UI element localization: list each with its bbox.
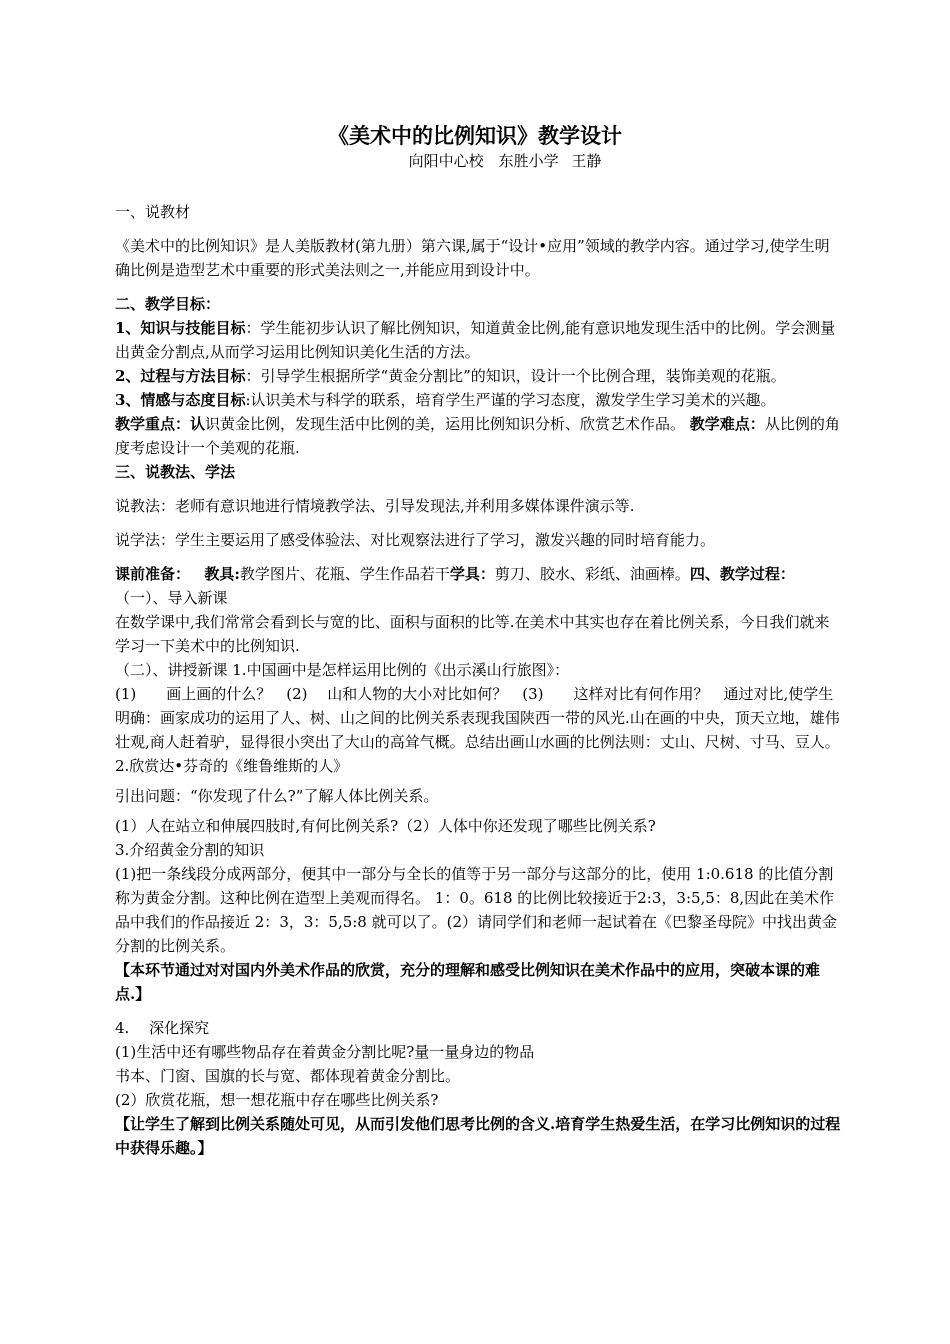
textbook-paragraph: 《美术中的比例知识》是人美版教材(第九册）第六课,属于“设计•应用”领域的教学内容。通过学习,使学生明确比例是造型艺术中重要的形式美法则之一,并能应用到设计中。 bbox=[115, 237, 830, 279]
deepen-answer-1: 书本、门窗、国旗的长与宽、都体现着黄金分割比。 bbox=[115, 1067, 461, 1085]
tools-label: 教具: bbox=[204, 565, 240, 583]
process-teach-text: (1) 画上画的什么？ (2) 山和人物的大小对比如何？ (3) 这样对比有何作用？ 通过对比,使学生明确：画家成功的运用了人、树、山之间的比例关系表现我国陕西一带的风光.山在画的中央，顶天立地，雄伟壮观,商人赶着驴，显得很小突出了大山的高耸气概。总结出画山水画的比例法则：丈山、尺树、寸马、豆人。2.欣赏达•芬奇的《维鲁维斯的人》 bbox=[115, 685, 840, 775]
difficulty-label: 教学难点： bbox=[689, 415, 765, 433]
golden-ratio-text: (1)把一条线段分成两部分，便其中一部分与全长的值等于另一部分与这部分的比，使用 1:0.618 的比值分割称为黄金分割。这种比例在造型上美观而得名。 1：0。618 的比例比较接近于2:3，3:5,5：8,因此在美术作品中我们的作品接近 2：3，3：5,5:8 就可以了。(2）请同学们和老师一起试着在《巴黎圣母院》中找出黄金分割的比例关系。 bbox=[115, 865, 838, 955]
process-teach-heading: （二）、讲授新课 1.中国画中是怎样运用比例的《出示溪山行旅图》： bbox=[115, 661, 570, 679]
process-intro-heading: （一）、导入新课 bbox=[115, 589, 228, 607]
process-question: 引出问题：“你发现了什么?”了解人体比例关系。 bbox=[115, 787, 439, 805]
key-and-difficulty: 教学重点：认识黄金比例，发现生活中比例的美，运用比例知识分析、欣赏艺术作品。 教学难点：从比例的角度考虑设计一个美观的花瓶. bbox=[115, 415, 840, 457]
teaching-method: 说教法：老师有意识地进行情境教学法、引导发现法,并利用多媒体课件演示等. bbox=[115, 497, 635, 515]
process-intro-text: 在数学课中,我们常常会看到长与宽的比、面积与面积的比等.在美术中其实也存在着比例关系，今日我们就来学习一下美术中的比例知识. bbox=[115, 613, 830, 655]
goal-emotion: 3、情感与态度目标:认识美术与科学的联系，培育学生严谨的学习态度，激发学生学习美术的兴趣。 bbox=[115, 391, 776, 409]
document-title: 《美术中的比例知识》教学设计 bbox=[328, 123, 622, 148]
deepen-note: 【让学生了解到比例关系随处可见，从而引发他们思考比例的含义.培育学生热爱生活，在学习比例知识的过程中获得乐趣。】 bbox=[115, 1115, 841, 1157]
student-tools-label: 学具： bbox=[449, 565, 495, 583]
preparation: 课前准备： 教具:教学图片、花瓶、学生作品若干学具：剪刀、胶水、彩纸、油画棒。四、教学过程： bbox=[115, 565, 795, 583]
key-label: 教学重点：认 bbox=[115, 415, 206, 433]
goal-process-label: 2、过程与方法目标 bbox=[115, 367, 246, 385]
process-sub-questions: (1）人在站立和伸展四肢时,有何比例关系?（2）人体中你还发现了哪些比例关系? bbox=[115, 817, 656, 835]
deepen-heading: 4. 深化探究 bbox=[115, 1019, 210, 1037]
prep-label: 课前准备： bbox=[115, 565, 191, 583]
document-subtitle: 向阳中心校 东胜小学 王静 bbox=[408, 152, 602, 170]
golden-ratio-note: 【本环节通过对对国内外美术作品的欣赏，充分的理解和感受比例知识在美术作品中的应用，突破本课的难点.】 bbox=[115, 961, 821, 1003]
section-heading-process: 四、教学过程： bbox=[689, 565, 795, 583]
section-heading-textbook: 一、说教材 bbox=[115, 203, 191, 221]
golden-ratio-heading: 3.介绍黄金分割的知识 bbox=[115, 841, 265, 859]
section-heading-methods: 三、说教法、学法 bbox=[115, 463, 236, 481]
goal-knowledge: 1、知识与技能目标：学生能初步认识了解比例知识，知道黄金比例,能有意识地发现生活中的比例。学会测量出黄金分割点,从而学习运用比例知识美化生活的方法。 bbox=[115, 319, 836, 361]
deepen-question-2: (2）欣赏花瓶，想一想花瓶中存在哪些比例关系? bbox=[115, 1091, 439, 1109]
goal-process: 2、过程与方法目标：引导学生根据所学“黄金分割比”的知识，设计一个比例合理，装饰美观的花瓶。 bbox=[115, 367, 786, 385]
learning-method: 说学法：学生主要运用了感受体验法、对比观察法进行了学习，激发兴趣的同时培育能力。 bbox=[115, 531, 716, 549]
section-heading-goals: 二、教学目标： bbox=[115, 295, 221, 313]
goal-knowledge-label: 1、知识与技能目标 bbox=[115, 319, 246, 337]
document-body bbox=[115, 200, 841, 1160]
deepen-question-1: (1)生活中还有哪些物品存在着黄金分割比呢?量一量身边的物品 bbox=[115, 1043, 535, 1061]
goal-emotion-label: 3、情感与态度目标 bbox=[115, 391, 246, 409]
